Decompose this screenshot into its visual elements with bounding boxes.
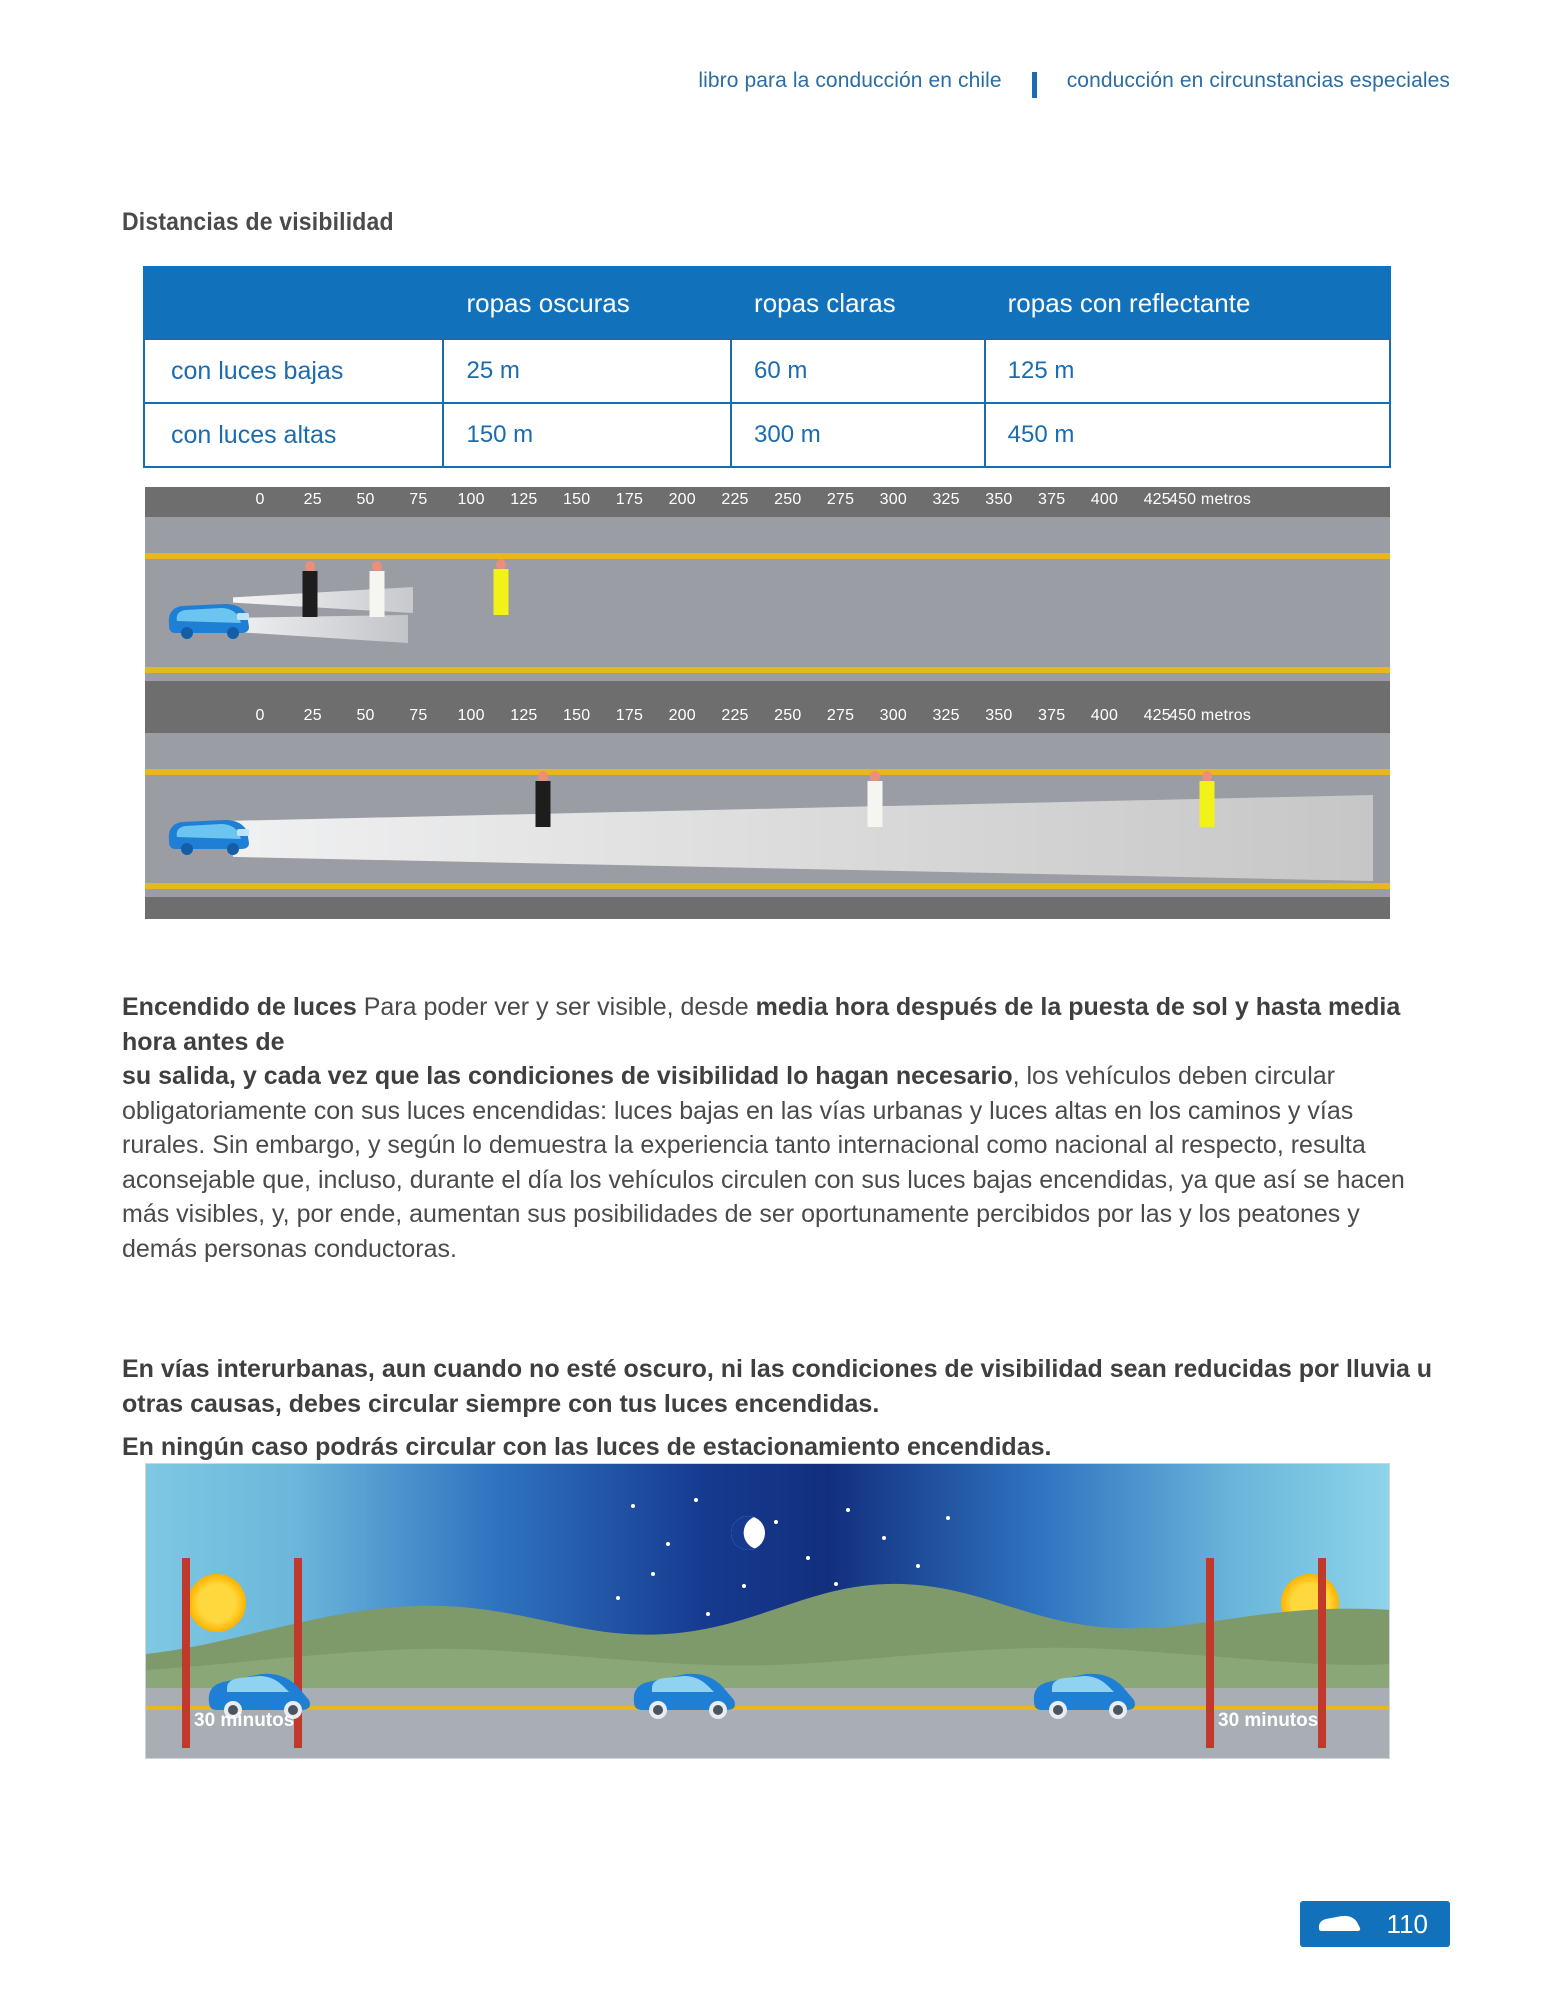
ruler-tick: 450 metros <box>1168 491 1252 508</box>
ruler-tick: 225 <box>721 707 749 724</box>
star-icon <box>774 1520 778 1524</box>
paragraph-lead-rest: Para poder ver y ser visible, desde <box>356 993 756 1021</box>
star-icon <box>946 1516 950 1520</box>
diagram-scene-low-beam <box>145 487 1390 703</box>
ruler-tick: 350 <box>985 491 1013 508</box>
ruler-tick: 25 <box>303 491 322 508</box>
table-cell-low-light: 60 m <box>731 339 985 403</box>
pedestrian-dark-150m <box>535 771 551 827</box>
car-icon-low-beam <box>163 595 255 641</box>
pedestrian-body <box>536 781 551 827</box>
pedestrian-body <box>868 781 883 827</box>
road-ground-night <box>146 1688 1390 1758</box>
pedestrian-body <box>303 571 318 617</box>
table-row-label-low-beams: con luces bajas <box>144 339 443 403</box>
page-number: 110 <box>1386 1908 1428 1939</box>
car-icon-night-center <box>626 1666 746 1720</box>
ruler-tick: 200 <box>668 491 696 508</box>
mountains <box>146 1558 1390 1688</box>
day-night-illustration <box>145 1463 1390 1759</box>
table-col-header-dark-clothes: ropas oscuras <box>443 267 731 339</box>
pedestrian-body <box>370 571 385 617</box>
section-title: Distancias de visibilidad <box>122 208 394 236</box>
ruler-tick: 375 <box>1038 707 1066 724</box>
time-marker-post-4 <box>1318 1558 1326 1748</box>
page-header <box>698 68 1450 94</box>
ruler-tick: 175 <box>615 707 644 724</box>
pedestrian-dark-25m <box>302 561 318 617</box>
pedestrian-light-300m <box>867 771 883 827</box>
ruler-tick: 150 <box>563 491 591 508</box>
header-book-title: libro para la conducción en chile <box>698 69 1002 92</box>
table-col-header-light-clothes: ropas claras <box>731 267 985 339</box>
paragraph-3-text: En ningún caso podrás circular con las luces de estacionamiento encendidas. <box>122 1433 1052 1461</box>
ruler-tick: 275 <box>826 707 855 724</box>
paragraph-rest-2: rurales. Sin embargo, y según lo demuestra la experiencia tanto internacional como nacional al respecto, resulta aconsejable que, incluso, durante el día los vehículos circulen con sus luces bajas encendidas, ya que así se hacen más visibles, y, por ende, aumentan sus posibilidades de ser oportunamente percibidos por las y los peatones y demás personas conductoras. <box>122 1131 1405 1263</box>
paragraph-rest-1: , los vehículos deben circular obligatoriamente con sus luces encendidas: luces bajas en las vías urbanas y luces altas en los caminos y vías <box>122 1062 1354 1125</box>
ruler-tick: 175 <box>615 491 644 508</box>
ruler-tick: 125 <box>510 491 538 508</box>
visibility-diagram <box>145 487 1390 919</box>
car-icon-high-beam <box>163 811 255 857</box>
ruler-tick: 225 <box>721 491 749 508</box>
ruler-tick: 300 <box>879 707 907 724</box>
header-chapter-title: conducción en circunstancias especiales <box>1066 69 1450 92</box>
ruler-tick: 0 <box>255 491 265 508</box>
star-icon <box>631 1504 635 1508</box>
table-corner-cell <box>144 267 443 339</box>
label-30-minutes-left: 30 minutos <box>194 1710 295 1731</box>
paragraph-encendido-de-luces <box>122 990 1437 1266</box>
car-icon-night-right <box>1026 1666 1146 1720</box>
table-cell-high-light: 300 m <box>731 403 985 467</box>
ruler-tick: 150 <box>563 707 591 724</box>
ruler-tick: 100 <box>457 491 485 508</box>
pedestrian-reflective-125m <box>493 559 509 615</box>
time-marker-post-3 <box>1206 1558 1214 1748</box>
ruler-tick: 250 <box>774 707 802 724</box>
star-icon <box>846 1508 850 1512</box>
ruler-tick: 75 <box>409 707 428 724</box>
star-icon <box>882 1536 886 1540</box>
ruler-tick: 275 <box>826 491 855 508</box>
pedestrian-light-60m <box>369 561 385 617</box>
distance-ruler-low-beam <box>145 487 1390 517</box>
pedestrian-body <box>494 569 509 615</box>
ruler-tick: 425 <box>1143 707 1171 724</box>
ruler-tick: 25 <box>303 707 322 724</box>
star-icon <box>694 1498 698 1502</box>
ruler-tick: 200 <box>668 707 696 724</box>
ruler-tick: 400 <box>1090 707 1119 724</box>
ruler-tick: 325 <box>932 707 960 724</box>
ruler-tick: 50 <box>356 707 375 724</box>
diagram-scene-high-beam <box>145 703 1390 919</box>
table-row <box>144 403 1390 467</box>
ruler-tick: 250 <box>774 491 802 508</box>
visibility-distance-table <box>143 266 1391 468</box>
paragraph-bold-3: su salida, y cada vez que las condiciones de visibilidad lo hagan necesario <box>122 1062 1013 1090</box>
table-col-header-reflective-clothes: ropas con reflectante <box>985 267 1390 339</box>
paragraph-lead-bold: Encendido de luces <box>122 993 357 1021</box>
ruler-tick: 350 <box>985 707 1013 724</box>
table-cell-high-reflective: 450 m <box>985 403 1390 467</box>
lane-line-night <box>146 1706 1390 1710</box>
road-surface-low <box>145 517 1390 703</box>
header-separator <box>1032 72 1037 98</box>
distance-ruler-high-beam <box>145 703 1390 733</box>
paragraph-luces-estacionamiento <box>122 1430 1437 1465</box>
table-cell-low-reflective: 125 m <box>985 339 1390 403</box>
headlight-beam-low-lower <box>233 615 408 643</box>
ruler-tick: 450 metros <box>1168 707 1252 724</box>
ruler-tick: 50 <box>356 491 375 508</box>
road-surface-high <box>145 733 1390 919</box>
ruler-tick: 325 <box>932 491 960 508</box>
lane-line-bottom <box>145 883 1390 889</box>
road-shoulder-high <box>145 897 1390 919</box>
page-number-badge <box>1300 1901 1450 1947</box>
road-shoulder-low <box>145 681 1390 703</box>
table-header-row <box>144 267 1390 339</box>
car-icon-footer <box>1316 1914 1362 1934</box>
ruler-tick: 75 <box>409 491 428 508</box>
table-row <box>144 339 1390 403</box>
ruler-tick: 300 <box>879 491 907 508</box>
ruler-tick: 0 <box>255 707 265 724</box>
time-marker-post-1 <box>182 1558 190 1748</box>
paragraph-bold-2: media hora después de la puesta de sol y hasta media hora antes de <box>122 993 1401 1056</box>
ruler-tick: 125 <box>510 707 538 724</box>
lane-line-bottom <box>145 667 1390 673</box>
ruler-tick: 375 <box>1038 491 1066 508</box>
paragraph-2-text: En vías interurbanas, aun cuando no esté oscuro, ni las condiciones de visibilidad sean reducidas por lluvia u otras causas, debes circular siempre con tus luces encendidas. <box>122 1355 1433 1418</box>
pedestrian-reflective-450m <box>1199 771 1215 827</box>
ruler-tick: 425 <box>1143 491 1171 508</box>
table-cell-low-dark: 25 m <box>443 339 731 403</box>
table-row-label-high-beams: con luces altas <box>144 403 443 467</box>
ruler-tick: 400 <box>1090 491 1119 508</box>
paragraph-vias-interurbanas <box>122 1352 1437 1421</box>
star-icon <box>666 1542 670 1546</box>
pedestrian-body <box>1200 781 1215 827</box>
table-cell-high-dark: 150 m <box>443 403 731 467</box>
ruler-tick: 100 <box>457 707 485 724</box>
label-30-minutes-right: 30 minutos <box>1218 1710 1319 1731</box>
headlight-beam-low-upper <box>233 587 413 613</box>
lane-line-top <box>145 553 1390 559</box>
